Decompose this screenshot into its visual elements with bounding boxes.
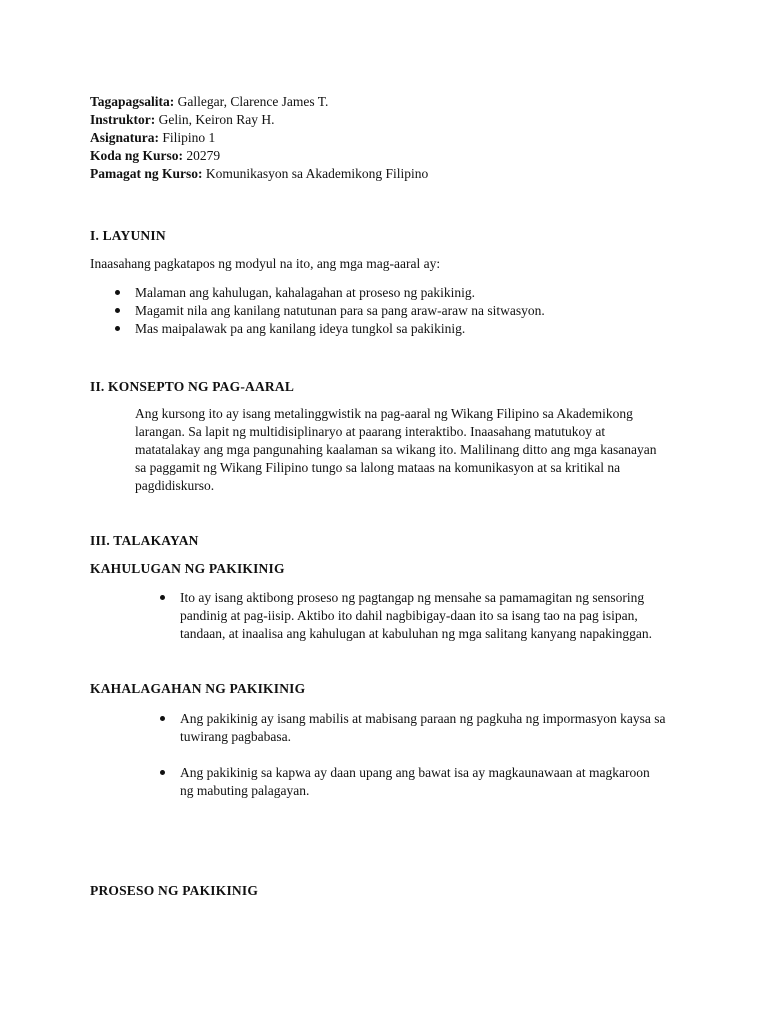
bullet-icon — [160, 770, 165, 775]
bullet-icon — [115, 326, 120, 331]
kahalagahan-b2-line-1: Ang pakikinig sa kapwa ay daan upang ang bawat isa ay magkaunawaan at magkaroon — [180, 765, 650, 780]
subheading-proseso: PROSESO NG PAKIKINIG — [90, 883, 259, 898]
konsepto-line-2: larangan. Sa lapit ng multidisiplinaryo at paarang interaktibo. Inaasahang matutukoy at — [135, 424, 606, 439]
section-heading-layunin: I. LAYUNIN — [90, 228, 166, 243]
instructor-value: Gelin, Keiron Ray H. — [158, 112, 275, 127]
konsepto-line-4: sa paggamit ng Wikang Filipino tungo sa lalong mataas na komunikasyon at sa kritikal na — [135, 460, 621, 475]
course-code-line — [90, 147, 220, 165]
bullet-icon — [115, 308, 120, 313]
speaker-line — [90, 93, 328, 111]
speaker-label: Tagapagsalita: — [90, 94, 175, 109]
speaker-value: Gallegar, Clarence James T. — [177, 94, 329, 109]
kahulugan-line-3: tandaan, at inaalisa ang kahulugan at kabuluhan ng mga salitang kanyang napakinggan. — [180, 626, 652, 641]
section-heading-konsepto: II. KONSEPTO NG PAG-AARAL — [90, 379, 295, 394]
layunin-item-2: Magamit nila ang kanilang natutunan para sa pang araw-araw na sitwasyon. — [135, 303, 545, 318]
bullet-icon — [160, 716, 165, 721]
bullet-icon — [160, 595, 165, 600]
bullet-icon — [115, 290, 120, 295]
course-code-label: Koda ng Kurso: — [90, 148, 184, 163]
subject-line — [90, 129, 215, 147]
kahulugan-line-1: Ito ay isang aktibong proseso ng pagtangap ng mensahe sa pamamagitan ng sensoring — [180, 590, 645, 605]
layunin-item-1: Malaman ang kahulugan, kahalagahan at proseso ng pakikinig. — [135, 285, 476, 300]
konsepto-line-3: matatalakay ang mga pangunahing kaalaman sa wikang ito. Malilinang ditto ang mga kasanayan — [135, 442, 657, 457]
subject-value: Filipino 1 — [162, 130, 216, 145]
konsepto-line-5: pagdidiskurso. — [135, 478, 215, 493]
course-code-value: 20279 — [186, 148, 221, 163]
instructor-line — [90, 111, 275, 129]
course-title-label: Pamagat ng Kurso: — [90, 166, 203, 181]
subject-label: Asignatura: — [90, 130, 160, 145]
kahalagahan-b2-line-2: ng mabuting palagayan. — [180, 783, 310, 798]
course-title-value: Komunikasyon sa Akademikong Filipino — [205, 166, 429, 181]
layunin-intro: Inaasahang pagkatapos ng modyul na ito, ang mga mag-aaral ay: — [90, 256, 441, 271]
kahalagahan-b1-line-1: Ang pakikinig ay isang mabilis at mabisang paraan ng pagkuha ng impormasyon kaysa sa — [180, 711, 666, 726]
layunin-item-3: Mas maipalawak pa ang kanilang ideya tungkol sa pakikinig. — [135, 321, 466, 336]
subheading-kahulugan: KAHULUGAN NG PAKIKINIG — [90, 561, 285, 576]
konsepto-line-1: Ang kursong ito ay isang metalinggwistik na pag-aaral ng Wikang Filipino sa Akademikong — [135, 406, 633, 421]
kahalagahan-b1-line-2: tuwirang pagbabasa. — [180, 729, 291, 744]
subheading-kahalagahan: KAHALAGAHAN NG PAKIKINIG — [90, 681, 306, 696]
instructor-label: Instruktor: — [90, 112, 156, 127]
kahulugan-line-2: pandinig at pag-iisip. Aktibo ito dahil nagbibigay-daan ito sa isang tao na pag isipan, — [180, 608, 638, 623]
course-title-line — [90, 165, 428, 183]
section-heading-talakayan: III. TALAKAYAN — [90, 533, 199, 548]
